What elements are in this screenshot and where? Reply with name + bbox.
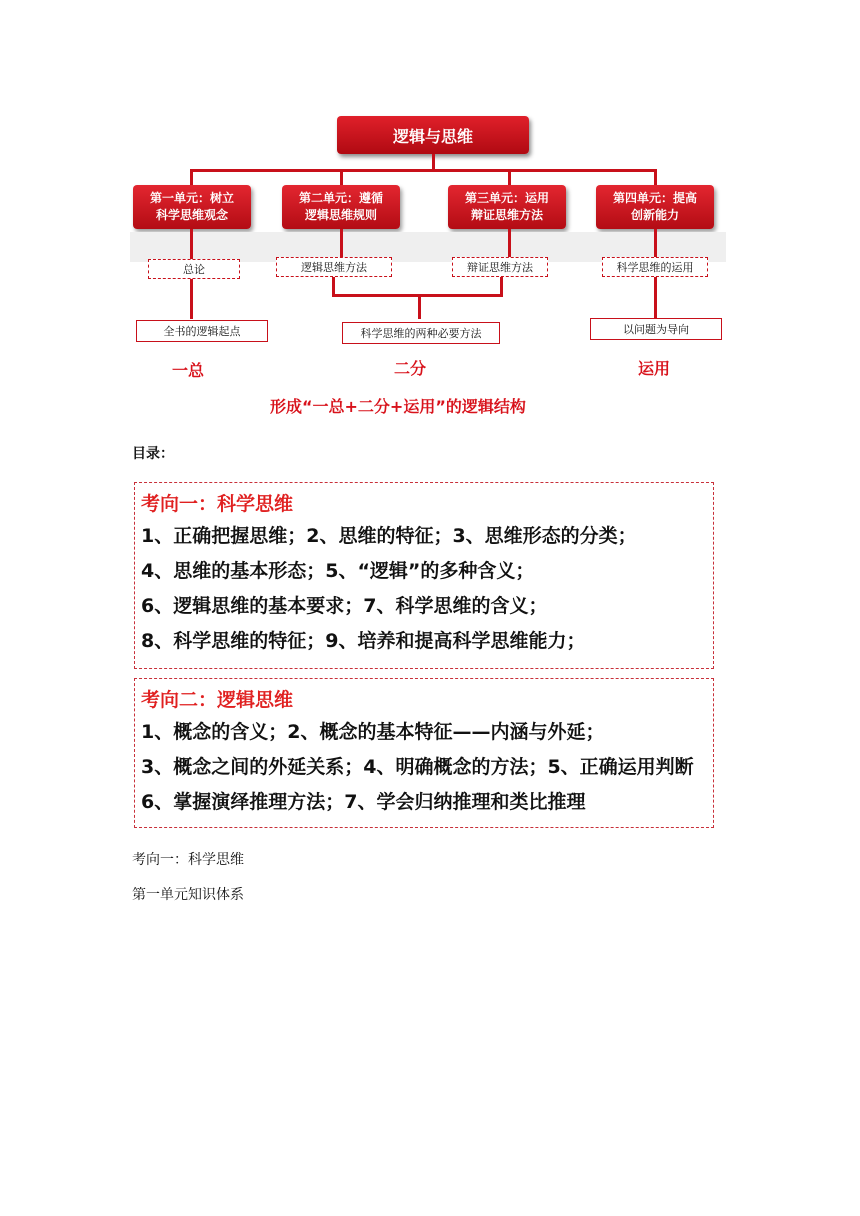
section-line: 4、思维的基本形态；5、“逻辑”的多种含义； <box>141 560 535 582</box>
connector <box>190 169 656 172</box>
connector <box>190 169 193 185</box>
unit-box-1 <box>133 185 251 229</box>
mid-label-1: 总论 <box>148 259 240 279</box>
mid-label-3: 辩证思维方法 <box>452 257 548 277</box>
connector <box>508 169 511 185</box>
connector <box>654 229 657 257</box>
section-heading: 考向一：科学思维 <box>141 493 294 515</box>
section-line: 1、正确把握思维；2、思维的特征；3、思维形态的分类； <box>141 525 637 547</box>
section-line: 8、科学思维的特征；9、培养和提高科学思维能力； <box>141 630 586 652</box>
body-heading-1: 考向一：科学思维 <box>132 852 244 868</box>
section-line: 3、概念之间的外延关系；4、明确概念的方法；5、正确运用判断 <box>141 756 694 778</box>
group-label-2: 二分 <box>394 359 427 378</box>
connector <box>332 277 335 295</box>
connector <box>418 294 421 319</box>
connector <box>190 229 193 259</box>
section-2 <box>134 678 714 828</box>
unit-box-3 <box>448 185 566 229</box>
section-heading: 考向二：逻辑思维 <box>141 689 294 711</box>
unit-label: 第四单元：提高 <box>612 191 697 205</box>
unit-box-2 <box>282 185 400 229</box>
unit-label: 第三单元：运用 <box>464 191 549 205</box>
section-line: 6、逻辑思维的基本要求；7、科学思维的含义； <box>141 595 548 617</box>
unit-label: 第一单元：树立 <box>149 191 234 205</box>
connector <box>508 229 511 257</box>
unit-label: 逻辑思维规则 <box>304 208 377 222</box>
section-line: 6、掌握演绎推理方法；7、学会归纳推理和类比推理 <box>141 791 586 813</box>
bottom-label-1: 全书的逻辑起点 <box>136 320 268 342</box>
diagram-caption: 形成“一总+二分+运用”的逻辑结构 <box>270 397 526 416</box>
connector <box>340 229 343 257</box>
unit-label: 创新能力 <box>630 208 679 222</box>
connector <box>340 169 343 185</box>
section-line: 1、概念的含义；2、概念的基本特征——内涵与外延； <box>141 721 605 743</box>
bottom-label-2: 科学思维的两种必要方法 <box>342 322 500 344</box>
bottom-label-3: 以问题为导向 <box>590 318 722 340</box>
mid-label-4: 科学思维的运用 <box>602 257 708 277</box>
group-label-1: 一总 <box>172 361 205 380</box>
toc-label: 目录： <box>132 446 174 462</box>
structure-diagram <box>130 110 726 420</box>
section-1 <box>134 482 714 669</box>
connector <box>654 277 657 320</box>
unit-label: 辩证思维方法 <box>470 208 543 222</box>
group-label-3: 运用 <box>638 359 671 378</box>
connector <box>190 279 193 319</box>
connector <box>654 169 657 185</box>
unit-box-4 <box>596 185 714 229</box>
unit-label: 科学思维观念 <box>155 208 228 222</box>
body-heading-2: 第一单元知识体系 <box>132 887 244 903</box>
connector <box>500 277 503 295</box>
diagram-title: 逻辑与思维 <box>337 116 529 154</box>
mid-label-2: 逻辑思维方法 <box>276 257 392 277</box>
connector <box>432 154 435 170</box>
unit-label: 第二单元：遵循 <box>298 191 383 205</box>
